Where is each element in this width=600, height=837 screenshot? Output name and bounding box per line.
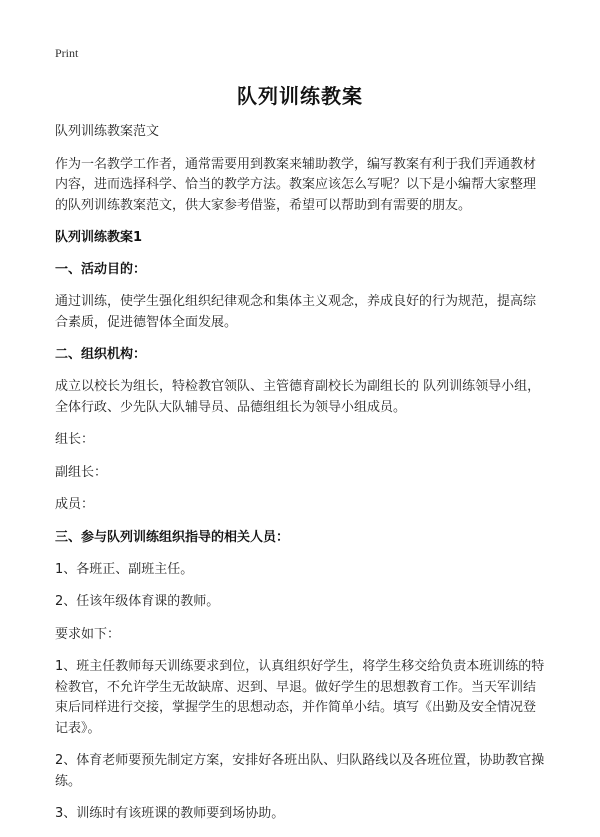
heading-activity-purpose: 一、活动目的： [55,262,147,277]
list-item: 2、任该年级体育课的教师。 [55,594,220,609]
vice-leader-line: 副组长： [55,464,108,480]
heading-organization: 二、组织机构： [55,347,147,362]
subtitle-text: 队列训练教案范文 [55,124,160,139]
document-body [55,122,545,837]
list-item: 1、各班正、副班主任。 [55,561,194,577]
requirement-item: 1、班主任教师每天训练要求到位，认真组织好学生，将学生移交给负责本班训练的特检教官，不允许学生无故缺席、迟到、早退。做好学生的思想教育工作。当天军训结束后同样进行交接，掌握学生的思想动态，并作简单小结。填写《出勤及安全情况登记表》。 [55,659,545,736]
requirement-item: 2、体育老师要预先制定方案，安排好各班出队、归队路线以及各班位置，协助教官操练。 [55,753,545,789]
requirements-label: 要求如下： [55,626,121,642]
members-line: 成员： [55,497,95,512]
requirement-item: 3、训练时有该班课的教师要到场协助。 [55,806,285,821]
paragraph-activity-purpose: 通过训练，使学生强化组织纪律观念和集体主义观念，养成良好的行为规范，提高综合素质，促进德智体全面发展。 [55,294,537,330]
paragraph-organization: 成立以校长为组长，特检教官领队、主管德育副校长为副组长的 队列训练领导小组，全体行政、少先队大队辅导员、品德组组长为领导小组成员。 [55,379,541,415]
leader-line: 组长： [55,432,95,447]
heading-participants: 三、参与队列训练组织指导的相关人员： [55,529,290,545]
print-label: Print [55,46,79,60]
section-title: 队列训练教案1 [55,230,143,245]
page-title: 队列训练教案 [237,84,363,108]
intro-paragraph: 作为一名教学工作者，通常需要用到教案来辅助教学，编写教案有利于我们弄通教材内容，进而选择科学、恰当的教学方法。教案应该怎么写呢？以下是小编帮大家整理的队列训练教案范文，供大家参考借鉴，希望可以帮助到有需要的朋友。 [55,156,537,213]
